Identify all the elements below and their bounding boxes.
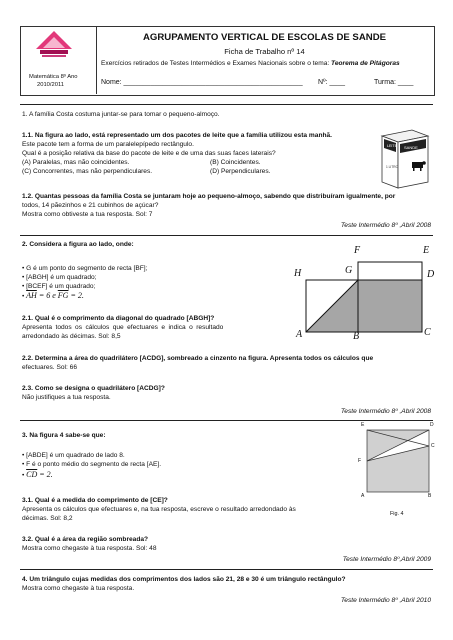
header-subtitle (101, 60, 400, 68)
q2-3-line2: Não justifiques a tua resposta. (22, 394, 111, 401)
q2-bullet-lengths: • $\overline{AH} = 6$ e $\overline{FG} = 2$. (22, 291, 84, 300)
source-citation: Teste Intermédio 8º ,Abril 2008 (340, 408, 431, 415)
q2-1-line1: 2.1. Qual é o comprimento da diagonal do quadrado [ABGH]? (22, 315, 215, 322)
equation-text: = 6 e (36, 291, 58, 300)
q1-1-line2: Este pacote tem a forma de um paralelepípedo rectângulo. (22, 141, 194, 148)
q3-1-line2: Apresenta os cálculos que efectuares e, na tua resposta, escreve o resultado arredondado às (22, 506, 296, 513)
q3-1-line3: décimas. Sol: 8,2 (22, 515, 73, 522)
q3-1-line1: 3.1. Qual é a medida do comprimento de [CE]? (22, 497, 168, 504)
q1-1-line3: Qual é a posição relativa da base do pacote de leite e de uma das suas faces laterais? (22, 150, 276, 157)
school-logo (30, 29, 78, 61)
q1-2-line3: Mostra como obtiveste a tua resposta. Sol: 7 (22, 211, 153, 218)
point-label: D (430, 422, 434, 428)
subject: Matemática 8º Ano (29, 74, 78, 80)
option-b: (B) Coincidentes. (210, 159, 261, 166)
q2-bullet: • [ABGH] é um quadrado; (22, 274, 97, 281)
squares-figure (300, 250, 430, 342)
q3-bullet: • F é o ponto médio do segmento de recta [AE]. (22, 461, 162, 468)
class-field[interactable]: Turma: ____ (374, 79, 414, 86)
point-label: A (296, 329, 303, 340)
q2-1-line3: arredondado às décimas. Sol: 8,5 (22, 333, 121, 340)
carton-label: 1 LITRO (386, 165, 399, 169)
carton-label: SANDE (404, 145, 418, 150)
q2-2-line2: efectuares. Sol: 66 (22, 364, 77, 371)
segment-fg: $\overline{FG}$ (57, 291, 69, 300)
subtitle-theme: Teorema de Pitágoras (331, 60, 400, 67)
q4-line1: 4. Um triângulo cujas medidas dos comprimentos dos lados são 21, 28 e 30 é um triângulo rectângulo? (22, 576, 346, 583)
q2-1-line2: Apresenta todos os cálculos que efectuares e indica o resultado (22, 324, 224, 331)
figure-caption: Fig. 4 (390, 511, 404, 517)
segment-ah: $\overline{AH}$ (26, 291, 37, 300)
q2-2-line1: 2.2. Determina a área do quadrilátero [ACDG], sombreado a cinzento na figura. Apresenta todos os cálculos que (22, 355, 374, 362)
q1-2-line1: 1.2. Quantas pessoas da família Costa se juntaram hoje ao pequeno-almoço, sabendo que distribuíram igualmente, por (22, 193, 396, 200)
divider (20, 420, 433, 421)
point-label: F (354, 245, 361, 256)
equation-text: = 2. (37, 470, 53, 479)
point-label: D (427, 269, 435, 280)
q2-intro: 2. Considera a figura ao lado, onde: (22, 241, 134, 248)
point-label: C (424, 327, 431, 338)
divider (20, 569, 433, 570)
source-citation: Teste Intermédio 8º ,Abril 2010 (340, 597, 431, 604)
q3-bullet: • [ABDE] é um quadrado de lado 8. (22, 452, 125, 459)
point-label: A (361, 493, 365, 499)
number-field[interactable]: Nº: ____ (318, 79, 346, 86)
point-label: H (294, 268, 302, 279)
school-year: 2010/2011 (37, 82, 64, 88)
q3-2-line1: 3.2. Qual é a área da região sombreada? (22, 536, 149, 543)
point-label: B (428, 493, 432, 499)
point-label: E (423, 245, 430, 256)
q3-bullet-length: • $\overline{CD} = 2$. (22, 470, 53, 479)
carton-label: LEITE (387, 144, 397, 148)
divider (20, 235, 433, 236)
q3-2-line2: Mostra como chegaste à tua resposta. Sol: 48 (22, 545, 157, 552)
figure-4 (363, 428, 433, 496)
subtitle-prefix: Exercícios retirados de Testes Intermédios e Exames Nacionais sobre o tema: (101, 60, 332, 67)
q2-bullet: • [BCEF] é um quadrado; (22, 283, 96, 290)
source-citation: Teste Intermédio 8º ,Abril 2008 (340, 222, 431, 229)
q3-intro: 3. Na figura 4 sabe-se que: (22, 432, 106, 439)
point-label: G (345, 265, 353, 276)
option-d: (D) Perpendiculares. (210, 168, 271, 175)
point-label: C (431, 443, 435, 449)
equation-text: = 2. (68, 291, 84, 300)
point-label: B (353, 331, 360, 342)
point-label: F (358, 458, 362, 464)
option-c: (C) Concorrentes, mas não perpendiculares. (22, 168, 153, 175)
q2-bullet: • G é um ponto do segmento de recta [BF]; (22, 265, 148, 272)
source-citation: Teste Intermédio 8º,Abril 2009 (342, 556, 431, 563)
option-a: (A) Paralelas, mas não coincidentes. (22, 159, 130, 166)
q1-1-line1: 1.1. Na figura ao lado, está representado um dos pacotes de leite que a família utilizou esta manhã. (22, 132, 332, 139)
point-label: E (361, 422, 365, 428)
q4-line2: Mostra como chegaste à tua resposta. (22, 585, 135, 592)
divider (20, 104, 433, 105)
segment-cd: $\overline{CD}$ (26, 470, 38, 479)
school-name: AGRUPAMENTO VERTICAL DE ESCOLAS DE SANDE (142, 32, 387, 43)
name-field[interactable]: Nome: ______________________________________________ (101, 79, 303, 86)
q2-3-line1: 2.3. Como se designa o quadrilátero [ACDG]? (22, 385, 165, 392)
milk-carton-figure (378, 122, 432, 192)
q1-intro: 1. A família Costa costuma juntar-se para tomar o pequeno-almoço. (22, 111, 220, 118)
q1-2-line2: todos, 14 pãezinhos e 21 cubinhos de açúcar? (22, 202, 159, 209)
sheet-title: Ficha de Trabalho nº 14 (224, 47, 305, 56)
